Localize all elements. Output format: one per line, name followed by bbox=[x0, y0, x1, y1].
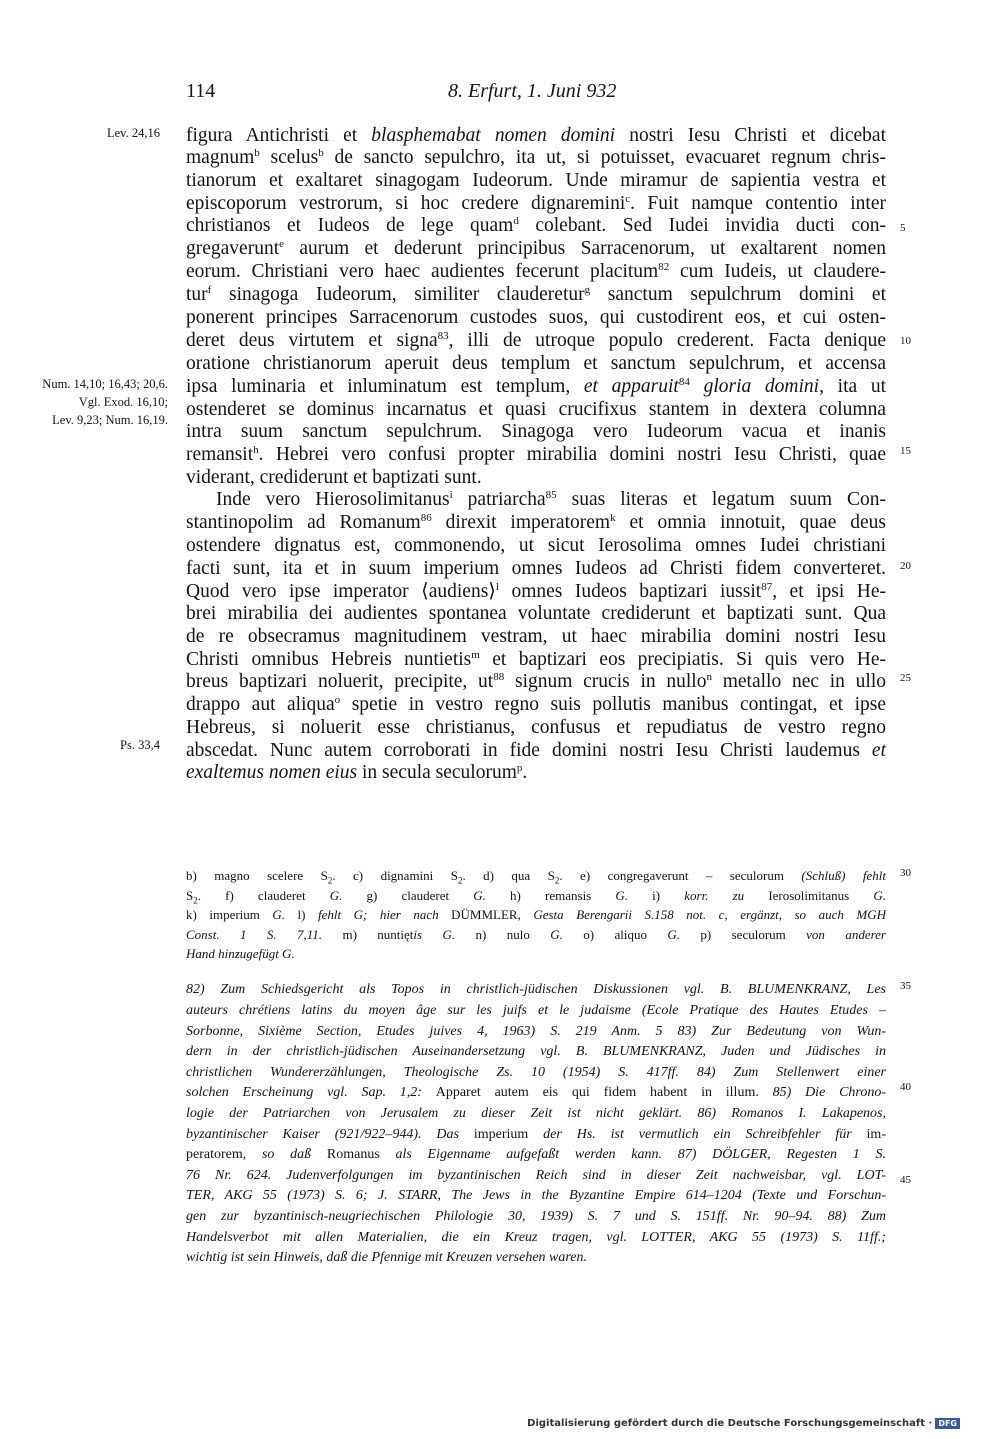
footer-text: Digitalisierung gefördert durch die Deutsche Forschungsgemeinschaft bbox=[527, 1418, 926, 1429]
margin-ref: Ps. 33,4 bbox=[120, 738, 160, 752]
line-number: 45 bbox=[900, 1174, 911, 1186]
line-number: 30 bbox=[900, 867, 911, 879]
margin-ref: Num. 14,10; 16,43; 20,6. bbox=[42, 377, 168, 391]
text-line: ostenderet se dominus incarnatus et quasi crucifixus stantem in dextera columna bbox=[186, 399, 886, 420]
dfg-logo: DFG bbox=[935, 1418, 960, 1429]
margin-ref: Vgl. Exod. 16,10; bbox=[78, 395, 168, 409]
text-line: magnum$^b$ scelus$^b$ de sancto sepulchro, ita ut, si potuisset, evacuaret regnum chris- bbox=[186, 147, 887, 168]
text-line: christianos et Iudeos de lege quam$^d$ colebant. Sed Iudei invidia ducti con- bbox=[186, 215, 886, 236]
text-line: Inde vero Hierosolimitanus$^i$ patriarcha$^{85}$ suas literas et legatum suum Con- bbox=[216, 489, 887, 510]
footnote-line: gen zur byzantinisch-neugriechischen Philologie 30, 1939) S. 7 und S. 151ff. Nr. 90–94. 88) Zum bbox=[186, 1209, 886, 1224]
text-line: brei mirabilia dei audientes spontanea voluntate crediderunt et baptizati sunt. Qua bbox=[186, 603, 886, 624]
text-line: exaltemus nomen eius in secula seculorum$^p$. bbox=[186, 762, 528, 783]
text-line: facti sunt, ita et in suum imperium omnes Iudeos ad Christi fidem converteret. bbox=[186, 558, 886, 579]
apparatus-line: Hand hinzugefügt G. bbox=[186, 946, 295, 961]
footnote-line: 76 Nr. 624. Judenverfolgungen im byzantinischen Reich sind in dieser Zeit nachweisbar, vgl. LOT- bbox=[186, 1168, 886, 1183]
footnote-line: byzantinischer Kaiser (921/922–944). Das imperium der Hs. ist vermutlich ein Schreibfehler für im- bbox=[186, 1127, 886, 1142]
text-line: de re obsecramus magnitudinem vestram, ut haec mirabilia domini nostri Iesu bbox=[186, 626, 886, 647]
text-line: Christi omnibus Hebreis nuntietis$^m$ et baptizari eos precipiatis. Si quis vero He- bbox=[186, 649, 886, 670]
line-number: 20 bbox=[900, 560, 911, 572]
text-line: episcoporum vestrorum, si hoc credere dignaremini$^c$. Fuit namque contentio inter bbox=[186, 193, 886, 214]
text-line: ipsa luminaria et inluminatum est templum, et apparuit$^{84}$ gloria domini, ita ut bbox=[186, 376, 887, 397]
line-number: 5 bbox=[900, 222, 906, 234]
text-line: abscedat. Nunc autem corroborati in fide domini nostri Iesu Christi laudemus et bbox=[186, 740, 886, 761]
footnote-line: Handelsverbot mit allen Materialien, die ein Kreuz tragen, vgl. LOTTER, AKG 55 (1973) S. 11ff.; bbox=[186, 1230, 886, 1245]
footnote-line: christlichen Wundererzählungen, Theologische Zs. 10 (1954) S. 417ff. 84) Zum Stellenwert einer bbox=[186, 1065, 886, 1080]
text-line: figura Antichristi et blasphemabat nomen domini nostri Iesu Christi et dicebat bbox=[186, 125, 887, 146]
running-title: 8. Erfurt, 1. Juni 932 bbox=[448, 80, 617, 102]
line-number: 10 bbox=[900, 335, 911, 347]
margin-ref: Lev. 24,16 bbox=[107, 126, 160, 140]
text-line: stantinopolim ad Romanum$^{86}$ direxit imperatorem$^k$ et omnia innotuit, quae deus bbox=[186, 512, 886, 533]
dfg-footer: Digitalisierung gefördert durch die Deutsche Forschungsgemeinschaft · DFG bbox=[527, 1418, 960, 1429]
line-number: 15 bbox=[900, 445, 911, 457]
page-header bbox=[186, 80, 886, 110]
line-number: 35 bbox=[900, 980, 911, 992]
text-line: Hebreus, si noluerit esse christianus, confusus et repudiatus de vestro regno bbox=[186, 717, 886, 738]
apparatus-line: k) imperium G. l) fehlt G; hier nach DÜMMLER, Gesta Berengarii S.158 not. c, ergänzt, so auch MGH bbox=[186, 907, 886, 922]
margin-ref: Lev. 9,23; Num. 16,19. bbox=[52, 413, 168, 427]
apparatus-line: Const. 1 S. 7,11. m) nuntiętis G. n) nulo G. o) aliquo G. p) seculorum von anderer bbox=[186, 927, 886, 942]
line-number: 40 bbox=[900, 1081, 911, 1093]
text-line: intra suum sanctum sepulchrum. Sinagoga vero Iudeorum vacua et inanis bbox=[186, 421, 886, 442]
footnote-line: peratorem, so daß Romanus als Eigenname aufgefaßt werden kann. 87) DÖLGER, Regesten 1 S. bbox=[186, 1147, 886, 1162]
text-line: deret deus virtutem et signa$^{83}$, illi de utroque populo crederent. Facta denique bbox=[186, 330, 886, 351]
footnote-line: wichtig ist sein Hinweis, daß die Pfennige mit Kreuzen versehen waren. bbox=[186, 1250, 588, 1265]
text-line: gregaverunt$^e$ aurum et dederunt principibus Sarracenorum, ut exaltarent nomen bbox=[186, 238, 886, 259]
footnote-line: TER, AKG 55 (1973) S. 6; J. STARR, The Jews in the Byzantine Empire 614–1204 (Texte und Forschun- bbox=[186, 1188, 886, 1203]
text-line: viderant, crediderunt et baptizati sunt. bbox=[186, 467, 482, 488]
apparatus-line: $S_2$. f) clauderet G. g) clauderet G. h) remansis G. i) korr. zu Ierosolimitanus G. bbox=[186, 888, 886, 906]
text-line: tianorum et exaltaret sinagogam Iudeorum. Unde miramur de sapientia vestra et bbox=[186, 170, 886, 191]
line-number: 25 bbox=[900, 672, 911, 684]
text-line: ostendere dignatus est, commonendo, ut sicut Ierosolima omnes Iudei christiani bbox=[186, 535, 886, 556]
text-line: oratione christianorum aperuit deus templum et sanctum sepulchrum, et accensa bbox=[186, 353, 886, 374]
footnote-line: solchen Erscheinung vgl. Sap. 1,2: Apparet autem eis qui fidem habent in illum. 85) Die Chrono- bbox=[186, 1085, 886, 1100]
text-line: drappo aut aliqua$^o$ spetie in vestro regno suis pollutis manibus contingat, et ipse bbox=[186, 694, 886, 715]
footnote-line: 82) Zum Schiedsgericht als Topos in christlich-jüdischen Diskussionen vgl. B. BLUMENKRANZ, Les bbox=[186, 982, 886, 997]
footnote-line: dern in der christlich-jüdischen Auseinandersetzung vgl. B. BLUMENKRANZ, Juden und Jüdisches in bbox=[186, 1044, 886, 1059]
text-line: tur$^f$ sinagoga Iudeorum, similiter clauderetur$^g$ sanctum sepulchrum domini et bbox=[186, 284, 886, 305]
footnote-line: auteurs chrétiens latins du moyen âge sur les juifs et le judaisme (Ecole Pratique des Hautes Etudes – bbox=[186, 1003, 886, 1018]
text-line: Quod vero ipse imperator ⟨audiens⟩$^l$ omnes Iudeos baptizari iussit$^{87}$, et ipsi He- bbox=[186, 581, 886, 602]
footnote-line: logie der Patriarchen von Jerusalem zu dieser Zeit ist nicht geklärt. 86) Romanos I. Lakapenos, bbox=[186, 1106, 886, 1121]
footnote-line: Sorbonne, Sixième Section, Etudes juives 4, 1963) S. 219 Anm. 5 83) Zur Bedeutung von Wun- bbox=[186, 1024, 886, 1039]
text-line: ponerent principes Sarracenorum custodes suos, qui custodirent eos, et cui osten- bbox=[186, 307, 886, 328]
text-line: breus baptizari noluerit, precipite, $ut^{88}$ signum crucis in nullo$^n$ metallo nec in ullo bbox=[186, 671, 887, 692]
apparatus-line: b) magno scelere $S_2$. c) dignamini $S_2$. d) qua $S_2$. e) congregaverunt – seculorum (Schluß) fehlt bbox=[186, 868, 886, 886]
text-line: eorum. Christiani vero haec audientes fecerunt placitum$^{82}$ cum Iudeis, ut claudere- bbox=[186, 261, 886, 282]
text-line: remansit$^h$. Hebrei vero confusi propter mirabilia domini nostri Iesu Christi, quae bbox=[186, 444, 886, 465]
page-number: 114 bbox=[186, 80, 216, 102]
